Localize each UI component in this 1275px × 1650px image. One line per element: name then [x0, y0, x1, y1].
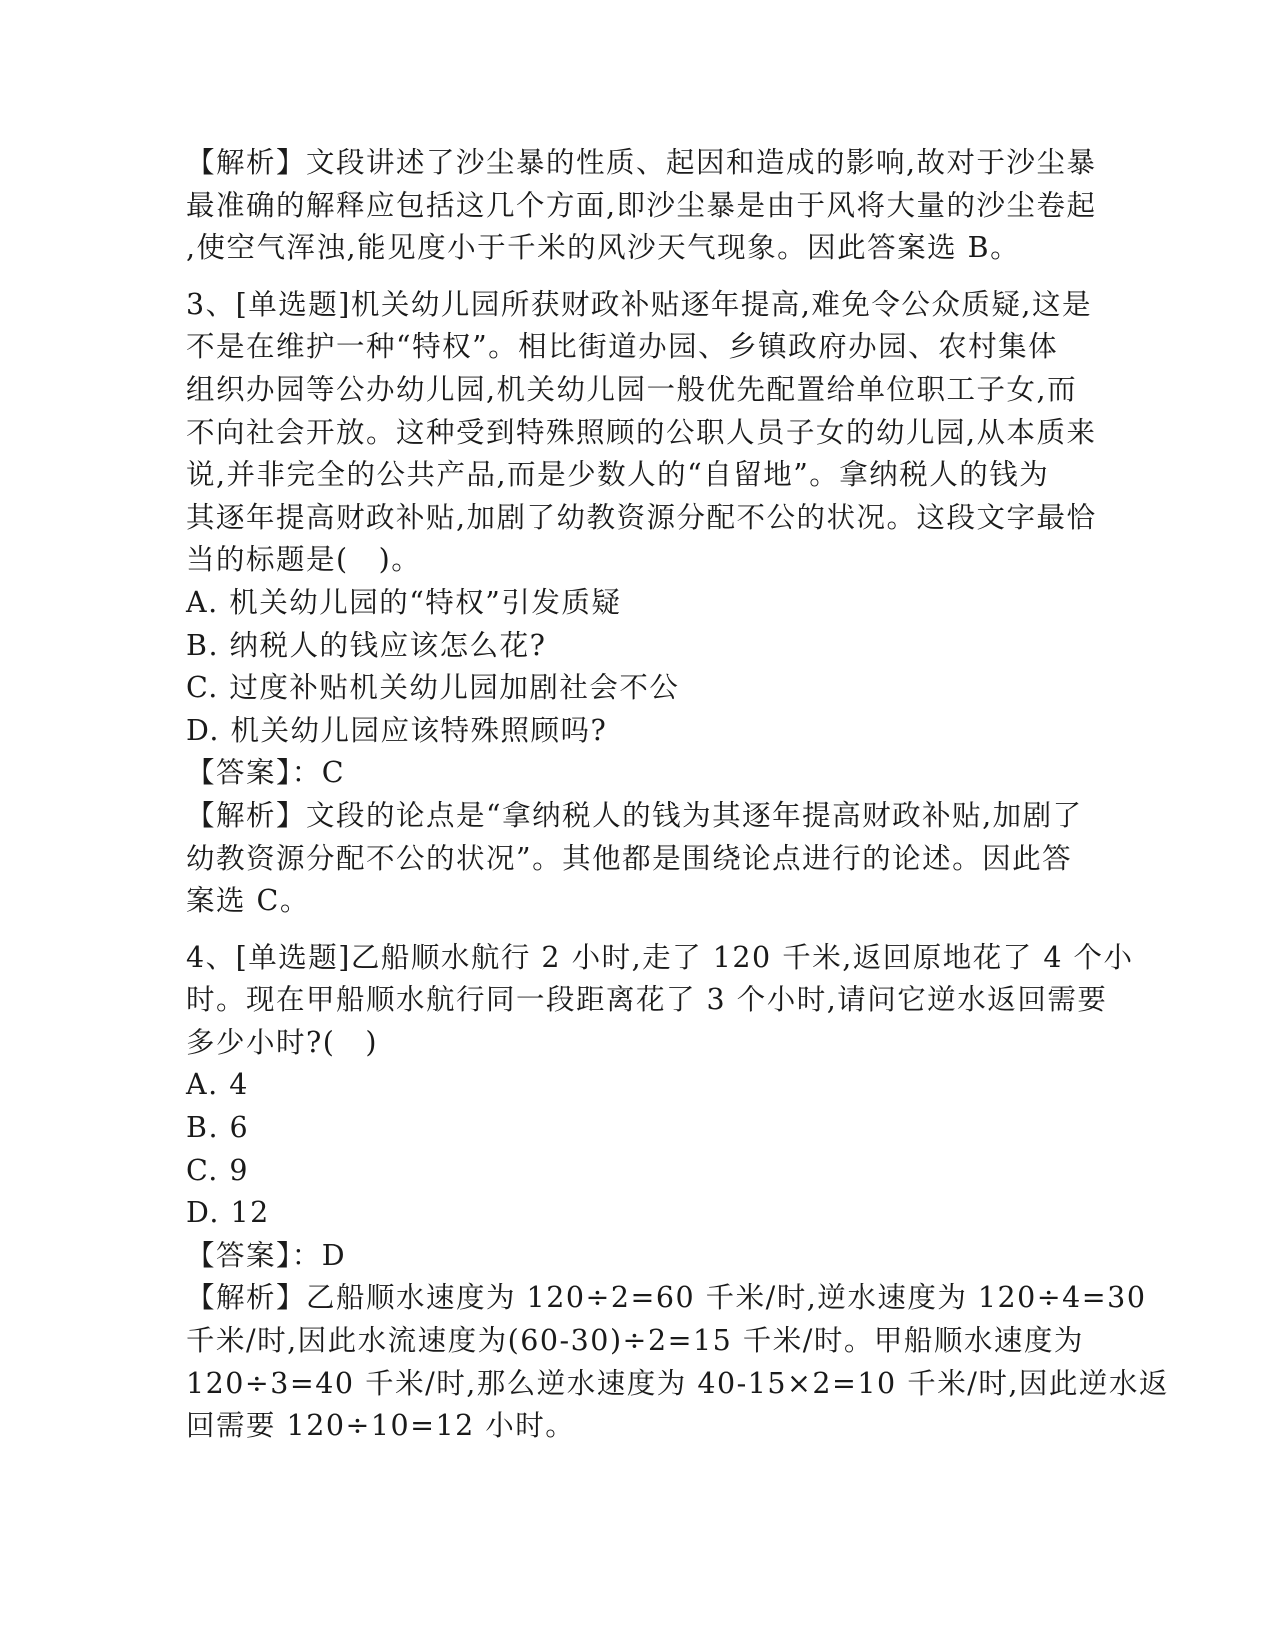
q4-answer [186, 1235, 1086, 1278]
q4-options [186, 1064, 1086, 1234]
q4-analysis-line: 千米/时,因此水流速度为(60-30)÷2=15 千米/时。甲船顺水速度为 [186, 1324, 1084, 1358]
q3-analysis-line: 案选 C。 [186, 884, 310, 918]
q4-analysis [186, 1277, 1169, 1447]
q3-stem-line: 3、[单选题]机关幼儿园所获财政补贴逐年提高,难免令公众质疑,这是 [186, 287, 1092, 321]
q2-analysis-line: ,使空气浑浊,能见度小于千米的风沙天气现象。因此答案选 B。 [186, 231, 1021, 265]
q3-option-d: D. 机关幼儿园应该特殊照顾吗? [186, 713, 608, 747]
q3-stem [186, 284, 1097, 582]
q3-stem-line: 不是在维护一种“特权”。相比街道办园、乡镇政府办园、农村集体 [186, 330, 1059, 364]
q3-stem-line: 当的标题是( )。 [186, 543, 422, 577]
q3-analysis-line: 幼教资源分配不公的状况”。其他都是围绕论点进行的论述。因此答 [186, 841, 1073, 875]
q4-option-c: C. 9 [186, 1153, 250, 1187]
q3-answer-text: 【答案】：C [186, 756, 346, 790]
q3-analysis [186, 795, 1086, 923]
q4-analysis-line: 【解析】乙船顺水速度为 120÷2=60 千米/时,逆水速度为 120÷4=30 [186, 1281, 1147, 1315]
q4-analysis-line: 120÷3=40 千米/时,那么逆水速度为 40-15×2=10 千米/时,因此逆水返 [186, 1366, 1169, 1400]
q3-stem-line: 说,并非完全的公共产品,而是少数人的“自留地”。拿纳税人的钱为 [186, 458, 1050, 492]
q4-stem-line: 多少小时?( ) [186, 1025, 379, 1059]
q3-option-b: B. 纳税人的钱应该怎么花? [186, 628, 547, 662]
q3-options [186, 582, 1086, 752]
document-page [186, 142, 1169, 1448]
q4-stem [186, 937, 1134, 1065]
q3-stem-line: 不向社会开放。这种受到特殊照顾的公职人员子女的幼儿园,从本质来 [186, 415, 1097, 449]
q4-stem-line: 时。现在甲船顺水航行同一段距离花了 3 个小时,请问它逆水返回需要 [186, 983, 1108, 1017]
q4-option-d: D. 12 [186, 1196, 270, 1230]
q4-analysis-line: 回需要 120÷10=12 小时。 [186, 1409, 576, 1443]
q4-option-a: A. 4 [186, 1068, 249, 1102]
q2-analysis-line: 【解析】文段讲述了沙尘暴的性质、起因和造成的影响,故对于沙尘暴 [186, 146, 1097, 179]
q2-analysis-line: 最准确的解释应包括这几个方面,即沙尘暴是由于风将大量的沙尘卷起 [186, 188, 1097, 222]
q3-answer [186, 752, 1086, 795]
q4-answer-text: 【答案】：D [186, 1238, 347, 1272]
q4-stem-line: 4、[单选题]乙船顺水航行 2 小时,走了 120 千米,返回原地花了 4 个小 [186, 940, 1134, 974]
q3-analysis-line: 【解析】文段的论点是“拿纳税人的钱为其逐年提高财政补贴,加剧了 [186, 798, 1083, 832]
q3-stem-line: 组织办园等公办幼儿园,机关幼儿园一般优先配置给单位职工子女,而 [186, 372, 1078, 406]
q3-option-c: C. 过度补贴机关幼儿园加剧社会不公 [186, 671, 680, 705]
q3-option-a: A. 机关幼儿园的“特权”引发质疑 [186, 585, 622, 619]
q2-analysis [186, 142, 1097, 270]
q3-stem-line: 其逐年提高财政补贴,加剧了幼教资源分配不公的状况。这段文字最恰 [186, 500, 1097, 534]
q4-option-b: B. 6 [186, 1111, 250, 1145]
